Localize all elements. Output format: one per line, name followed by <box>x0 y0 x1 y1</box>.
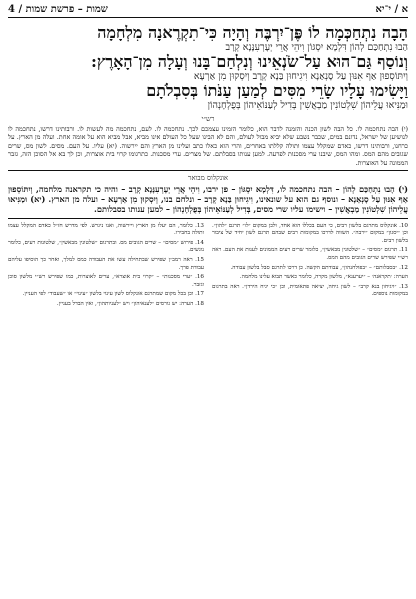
running-head-right: א / י־יא <box>375 4 408 15</box>
note: 13. ״ויגיחון בנא קרב״ – לשון גיחה, יציאה פתאומית, וכן ״כי יגיח הירדן״. ראה בתרגום במקומות נוספים. <box>212 283 408 298</box>
note: 18. הערה: יש גורסים ״לענאיהון״ ויש ״לעניותהון״, ואין הבדל בעניין. <box>56 300 204 307</box>
targum-line: הַבוּ נִתְחַכַּם לְהוֹן דִּלְמָא יִסְגּוֹן וִיהֵי אֲרֵי יְעָרְעִנָּנָא קְרָב <box>225 42 408 53</box>
verse-block <box>8 24 408 111</box>
notes-column-left <box>8 223 204 311</box>
note: הערה: ׳תקראנה׳ – ״יערענא״, מלשון מקרה, כלומר כאשר תבוא עלינו מלחמה. <box>239 274 408 281</box>
note: 13. כלומר, הם יעלו מן הארץ ויירשוה, ואנו ניגרש. לפי מדרש חז״ל כאדם המקלל עצמו ותולה בחבירו. <box>8 222 204 237</box>
note: 12. ״בסבלותם״ – ״בפולחנהון״, עבודתם הקשה. כן דרכו לתרגם סבל בלשון עבודה. <box>230 264 408 271</box>
notes-columns <box>8 223 408 311</box>
note: 14. פירוש ״מסים״ – שרים הגובים מס. ובתרגום ״שלטונין מבאשין״, שלטונות רעים, כלומר נוגשים. <box>8 239 204 254</box>
targum-line: וְיִתּוֹסְפוּן אַף אִנּוּן עַל סָנְאַנָא וִיגִיחוּן בַּנָא קְרָב וְיִסְקוּן מִן אַרְעָא <box>193 71 408 82</box>
rashi-label: רש״י <box>201 115 215 123</box>
verse-line: וַיָּשִׂימוּ עָלָיו שָׂרֵי מִסִּים לְמַעַן עַנֹּתוֹ בְּסִבְלֹתָם <box>146 82 408 100</box>
running-head-left: 4 / שמות – פרשת שמות <box>8 4 108 15</box>
note: 15. ראה רמב״ן שפירש שבתחילה עשו את העבודה כמס למלך, ואחר כך הוסיפו עליהם עבודת פרך. <box>8 257 204 271</box>
note: 17. וכן בכל מקום שמתרגם אונקלוס לשון עינוי בלשון ״עינוי״ או ״שעבוד״ לפי העניין. <box>22 291 204 298</box>
page-header <box>8 4 408 18</box>
note: 16. ״ערי מסכנות״ – ״קרוי בית אוצרא״, ערים לאוצרות, כמו שפירש רש״י מלשון סוכן וגזבר. <box>8 274 204 288</box>
targum-line: וּמַנִּיאוּ עֲלֵיהוֹן שִׁלְטוֹנִין מַבְאֲשִׁין בְּדִיל לְעַנּוֹאֵיהוֹן בְּפֻלְחָנְהוֹן <box>207 100 408 111</box>
onkelos-label: אונקלוס מבואר <box>187 174 229 183</box>
verse-line: הָבָה נִתְחַכְּמָה לוֹ פֶּן־יִרְבֶּה וְהָיָה כִּי־תִקְרֶאנָה מִלְחָמָה <box>97 24 408 42</box>
notes-column-right <box>212 223 408 311</box>
verse-line: וְנוֹסַף גַּם־הוּא עַל־שֹׂנְאֵינוּ וְנִלְחַם־בָּנוּ וְעָלָה מִן־הָאָרֶץ: <box>90 53 408 71</box>
onkelos-commentary: (י) הָבוּ נִתְחַכַּם לְהוֹן – הבה נתחכמה לו, דִּלְמָא יִסְגּוֹן – פן ירבו, וִיהֵי אֲרֵי יְעָרְעִנָּנָא קְרָב – והיה כי תקראנה מלחמה, וְיִתּוֹסְפוּן אַף אִנּוּן עַל סָנְאַנָא – ונוסף גם הוא על שונאינו, וִיגִיחוּן בַּנָא קְרָב – ונלחם בנו, וְיִסְקוּן מִן אַרְעָא – ועלה מן הארץ. (יא) וּמַנִּיאוּ עֲלֵיהוֹן שִׁלְטוֹנִין מַבְאֲשִׁין – וישימו עליו שרי מסים, בְּדִיל לְעַנּוֹאֵיהוֹן בְּפֻלְחָנְהוֹן – למען ענותו בסבלותם. <box>8 184 408 219</box>
note: 10. אונקלוס מתרגם בלשון רבים, כי העם בכללו הוא אחד, ולכן במקום ״לו״ תרגם ״להון״. וכן ״יסגון״ במקום ״ירבה״. השווה לדרכו במקומות רבים שבהם תרגם לשון יחיד של ציבור בלשון רבים. <box>212 222 408 244</box>
rashi-commentary: (י) הבה נתחכמה לו. כל הבה לשון הכנה והזמנה לדבר הוא, כלומר הזמינו עצמכם לכך. נתחכמה לו. לעם, נתחכמה מה לעשות לו. ורבותינו דרשו, נתחכמה לו לנושיען של ישראל, נדונם במים, שכבר נשבע שלא יביא מבול לעולם, והם לא הבינו שעל כל העולם אינו מביא, אבל מביא הוא על אומה אחת. ועלה מן הארץ. על כרחנו, ורבותינו דרשו, כאדם שמקלל עצמו ותולה קללתו באחרים, והרי הוא כאלו כתב ועלינו מן הארץ והם יירשוה. (יא) עליו. על העם. מסים. לשון מס, שרים שגובים מהם המס. ומהו המס, שיבנו ערי מסכנות לפרעה. למען ענותו בסבלתם. של מצרים. ערי מסכנות. כתרגומו קרוי בית אוצרות, וכן לך בא אל הסוכן הזה, גזבר הממונה על האוצרות. <box>8 125 408 171</box>
note: 11. תרגום ״מסים״ – ״שלטונין מבאשין״, כלומר שרים רעים הממונים לענות את העם. ראה רש״י שפירש שרים הגובים מהם המס. <box>212 247 408 262</box>
